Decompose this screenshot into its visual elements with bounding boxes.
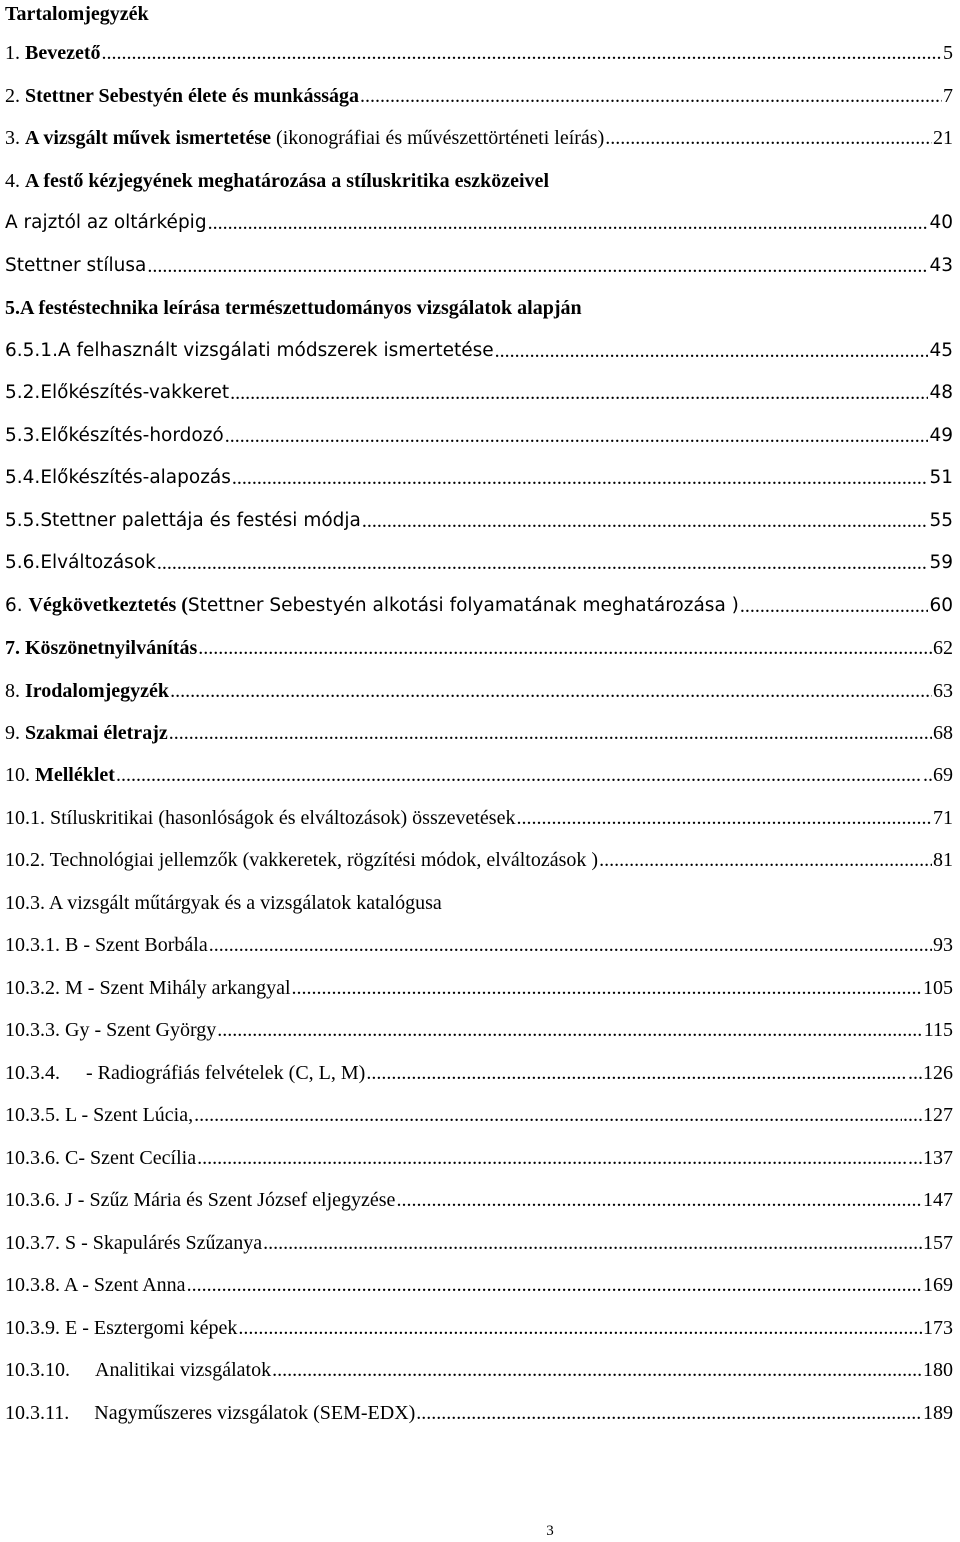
dot-leader	[157, 550, 929, 576]
toc-heading: Tartalomjegyzék	[5, 3, 149, 25]
entry-title: A - Szent Anna	[63, 1274, 186, 1296]
entry-number: 5.6.	[5, 552, 41, 573]
entry-page: 43	[929, 255, 953, 276]
dot-leader	[208, 210, 929, 236]
toc-entry[interactable]	[5, 40, 953, 66]
toc-entry[interactable]	[5, 635, 953, 661]
entry-title: Előkészítés-alapozás	[40, 467, 231, 488]
entry-title-bold: Szakmai életrajz	[25, 722, 168, 744]
entry-page: ...137	[908, 1147, 953, 1169]
entry-page: 169	[923, 1274, 953, 1296]
entry-number: 10.	[5, 764, 35, 786]
entry-number: 5.5.	[5, 510, 41, 531]
entry-page: 21	[933, 127, 953, 149]
entry-page: ...126	[908, 1062, 953, 1084]
dot-leader	[599, 847, 932, 873]
dot-leader	[272, 1357, 922, 1383]
entry-page: 115	[923, 1019, 953, 1041]
entry-page: 189	[923, 1402, 953, 1424]
entry-page: 93	[933, 934, 953, 956]
entry-number: 8.	[5, 680, 25, 702]
entry-title-bold: Bevezető	[25, 42, 101, 64]
dot-leader	[416, 1400, 922, 1426]
toc-entry[interactable]	[5, 932, 953, 958]
toc-entry[interactable]	[5, 380, 953, 406]
entry-title: Technológiai jellemzők (vakkeretek, rögzítési módok, elváltozások )	[49, 849, 599, 871]
entry-number: 10.3.9.	[5, 1317, 65, 1339]
page-number: 3	[546, 1523, 554, 1539]
dot-leader	[366, 1060, 907, 1086]
toc-entry[interactable]	[5, 1272, 953, 1298]
dot-leader	[238, 1315, 922, 1341]
entry-number: 10.3.8.	[5, 1274, 64, 1296]
dot-leader	[147, 253, 928, 279]
entry-title: L - Szent Lúcia,	[65, 1104, 194, 1126]
entry-number: 3.	[5, 127, 25, 149]
entry-number: 10.3.5.	[5, 1104, 65, 1126]
entry-title: Nagyműszeres vizsgálatok (SEM-EDX)	[94, 1402, 416, 1424]
entry-number: 9.	[5, 722, 25, 744]
entry-title-bold: 5.A festéstechnika leírása természettudományos vizsgálatok alapján	[5, 297, 582, 319]
dot-leader	[102, 40, 942, 66]
entry-title: Stíluskritikai (hasonlóságok és elváltozások) összevetések	[50, 807, 516, 829]
toc-entry[interactable]	[5, 295, 953, 321]
dot-leader	[230, 380, 928, 406]
entry-page: 45	[929, 340, 953, 361]
toc-entry[interactable]	[5, 1357, 953, 1383]
entry-title: A rajztól az oltárképig	[5, 212, 207, 233]
dot-leader	[217, 1017, 922, 1043]
entry-page: 49	[929, 425, 953, 446]
entry-title: Analitikai vizsgálatok	[95, 1359, 272, 1381]
entry-title: B - Szent Borbála	[65, 934, 208, 956]
entry-title: (ikonográfiai és művészettörténeti leírás)	[271, 127, 605, 149]
entry-number: 10.3.	[5, 892, 49, 914]
entry-page: ..69	[923, 764, 953, 786]
entry-page: 71	[933, 807, 953, 829]
toc-entry[interactable]	[5, 1145, 953, 1171]
toc-entry[interactable]	[5, 678, 953, 704]
dot-leader	[209, 932, 932, 958]
dot-leader	[605, 125, 932, 151]
entry-number: 10.3.6.	[5, 1189, 65, 1211]
toc-entry[interactable]	[5, 1187, 953, 1213]
entry-page: ....127	[903, 1104, 953, 1126]
toc-entry[interactable]	[5, 83, 953, 109]
entry-number: 5.2.	[5, 382, 41, 403]
toc-entry[interactable]	[5, 1400, 953, 1426]
dot-leader	[740, 593, 929, 619]
toc-entry[interactable]	[5, 338, 953, 364]
entry-title: M - Szent Mihály arkangyal	[65, 977, 291, 999]
entry-page: 63	[933, 680, 953, 702]
dot-leader	[232, 465, 929, 491]
entry-title: Elváltozások	[40, 552, 156, 573]
entry-title: A felhasznált vizsgálati módszerek ismertetése	[57, 340, 494, 361]
entry-page: 157	[923, 1232, 953, 1254]
entry-title: - Radiográfiás felvételek (C, L, M)	[86, 1062, 366, 1084]
toc-entry[interactable]	[5, 847, 953, 873]
entry-title-bold: A vizsgált művek ismertetése	[25, 127, 272, 149]
toc-entry[interactable]	[5, 593, 953, 619]
entry-page: 55	[929, 510, 953, 531]
dot-leader	[360, 83, 942, 109]
entry-title: E - Esztergomi képek	[65, 1317, 238, 1339]
toc-entry[interactable]	[5, 508, 953, 534]
toc-entry[interactable]	[5, 168, 953, 194]
entry-number: 10.3.4.	[5, 1062, 60, 1084]
entry-title: J - Szűz Mária és Szent József eljegyzése	[65, 1189, 396, 1211]
entry-page: 59	[929, 552, 953, 573]
entry-page: 40	[929, 212, 953, 233]
toc-entry[interactable]	[5, 210, 953, 236]
toc-entry[interactable]	[5, 1315, 953, 1341]
toc-entry[interactable]	[5, 762, 953, 788]
entry-number: 10.3.6.	[5, 1147, 65, 1169]
toc-entry[interactable]	[5, 805, 953, 831]
dot-leader	[170, 678, 932, 704]
entry-title: S - Skapulárés Szűzanya	[65, 1232, 263, 1254]
dot-leader	[516, 805, 932, 831]
entry-page: 68	[933, 722, 953, 744]
entry-number: 10.3.1.	[5, 934, 65, 956]
entry-number: 2.	[5, 85, 25, 107]
toc-entry[interactable]	[5, 975, 953, 1001]
entry-page: 173	[923, 1317, 953, 1339]
entry-page: 105	[923, 977, 953, 999]
entry-number: 10.3.3.	[5, 1019, 65, 1041]
dot-leader	[292, 975, 923, 1001]
dot-leader	[396, 1187, 922, 1213]
entry-number: 5.4.	[5, 467, 41, 488]
toc-entry[interactable]	[5, 1102, 953, 1128]
dot-leader	[362, 508, 929, 534]
toc-entry[interactable]	[5, 1060, 953, 1086]
entry-number: 6.	[5, 595, 29, 616]
toc-entry[interactable]	[5, 550, 953, 576]
toc-entry[interactable]	[5, 720, 953, 746]
dot-leader	[169, 720, 932, 746]
toc-entry[interactable]	[5, 125, 953, 151]
entry-title-bold: 7. Köszönetnyilvánítás	[5, 637, 198, 659]
entry-number: 10.3.11.	[5, 1402, 70, 1424]
entry-page: 180	[923, 1359, 953, 1381]
entry-title: Előkészítés-vakkeret	[40, 382, 230, 403]
entry-number: 10.3.7.	[5, 1232, 65, 1254]
entry-title-bold: A festő kézjegyének meghatározása a stíluskritika eszközeivel	[25, 170, 549, 192]
entry-title-bold: Irodalomjegyzék	[25, 680, 170, 702]
entry-title-bold: Stettner Sebestyén élete és munkássága	[25, 85, 360, 107]
dot-leader	[495, 338, 929, 364]
entry-page: 48	[929, 382, 953, 403]
entry-number: 10.2.	[5, 849, 50, 871]
dot-leader	[187, 1272, 922, 1298]
toc-entry[interactable]	[5, 1017, 953, 1043]
entry-page: 147	[923, 1189, 953, 1211]
entry-title: Gy - Szent György	[65, 1019, 217, 1041]
entry-page: 7	[943, 85, 953, 107]
entry-number: 6.5.1.	[5, 340, 58, 361]
entry-title: Stettner Sebestyén alkotási folyamatának meghatározása )	[187, 595, 739, 616]
entry-number: 4.	[5, 170, 25, 192]
toc-entry[interactable]	[5, 253, 953, 279]
entry-page: 81	[933, 849, 953, 871]
dot-leader	[225, 423, 929, 449]
toc-entry[interactable]	[5, 465, 953, 491]
entry-number: 5.3.	[5, 425, 41, 446]
entry-number: 10.1.	[5, 807, 50, 829]
entry-title: C- Szent Cecília	[65, 1147, 197, 1169]
entry-page: 51	[929, 467, 953, 488]
toc-entry[interactable]	[5, 890, 953, 916]
entry-page: 62	[933, 637, 953, 659]
entry-title: A vizsgált műtárgyak és a vizsgálatok katalógusa	[48, 892, 442, 914]
dot-leader	[194, 1102, 902, 1128]
entry-title-bold: Melléklet	[35, 764, 115, 786]
dot-leader	[197, 1145, 907, 1171]
entry-title: Előkészítés-hordozó	[40, 425, 224, 446]
entry-page: 60	[929, 595, 953, 616]
entry-title-bold: Végkövetkeztetés (	[28, 594, 188, 616]
dot-leader	[116, 762, 922, 788]
toc-entry[interactable]	[5, 1230, 953, 1256]
entry-title: Stettner palettája és festési módja	[40, 510, 361, 531]
dot-leader	[263, 1230, 922, 1256]
entry-page: 5	[943, 42, 953, 64]
entry-number: 1.	[5, 42, 25, 64]
toc-entry[interactable]	[5, 423, 953, 449]
entry-number: 10.3.10.	[5, 1359, 70, 1381]
entry-number: 10.3.2.	[5, 977, 65, 999]
dot-leader	[198, 635, 932, 661]
entry-title: Stettner stílusa	[5, 255, 147, 276]
